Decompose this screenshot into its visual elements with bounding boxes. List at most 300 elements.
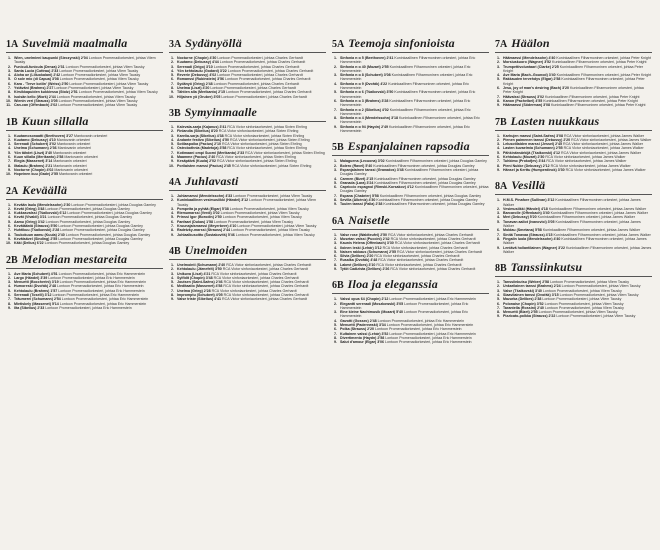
track-number: 7. [171, 150, 174, 155]
section-4b [169, 243, 326, 302]
track-detail: Lontoon Promenadiorkesteri, johtaa Charles Gerhardt [227, 68, 314, 73]
section-title: Juhlavasti [185, 173, 239, 188]
section-title: Melodian mestareita [21, 251, 128, 266]
track-number: 11. [6, 103, 11, 108]
track-detail: Lontoon Promenadiorkesteri, johtaa Eric Hammerstein [389, 297, 476, 302]
track-number: 9. [171, 297, 174, 302]
track-title: Ilta (Sibelius) 2'33 [14, 305, 45, 310]
track-title: Morsiuskuoro (Wagner) 3'52 [503, 60, 552, 65]
track-title: Nocturne (Chopin) 4'02 [14, 167, 54, 172]
section-title: Teemoja sinfonioista [348, 36, 455, 50]
track-detail: Kuninkaallinen Filharmoninen orkesteri, johtaa Peter Knight [552, 60, 647, 65]
track-number: 9. [497, 314, 500, 319]
track-detail: Kuninkaallinen Filharmoninen orkesteri, johtaa Peter Knight [556, 56, 651, 60]
track-title: Lasten kuvaelmia (Schumann) 2'55 [503, 146, 563, 151]
track-item [169, 95, 326, 99]
track-number: 9. [8, 94, 11, 99]
track-number: 7. [334, 193, 337, 198]
track-title: Sinfonia n:o 8 (Schubert) 3'08 [340, 73, 391, 78]
track-number: 6. [171, 77, 174, 82]
track-number: 8. [334, 335, 337, 340]
track-text [340, 168, 489, 177]
track-number: 3. [497, 142, 500, 147]
track-detail: Mantovanin orkesteri [53, 150, 87, 155]
track-detail: Lontoon Promenadiorkesteri, johtaa Douglas Gamley [47, 215, 133, 220]
track-title: Serenadi (Drigo) 3'10 [177, 64, 213, 69]
track-title: Kultainen valssi (Lehár) 3'52 [340, 331, 389, 336]
track-number: 4. [334, 245, 337, 250]
track-title: H.M.S. Pinafore (Sullivan) 3'12 [503, 198, 555, 203]
track-text [14, 306, 163, 310]
track-number: 6. [171, 146, 174, 151]
track-detail: Lontoon Promenadiorkesteri, johtaa Douglas Gamley [58, 224, 143, 229]
track-title: Yön kehtolaulu (Godard) 3'22 [177, 68, 227, 73]
track-number: 2. [8, 206, 11, 211]
track-detail: Lontoon Promenadiorkesteri, johtaa Charles Gerhardt [217, 73, 303, 78]
track-detail: RCA Victor sinfoniaorkesteri, johtaa Charles Gerhardt [222, 297, 308, 302]
track-detail: Kuninkaallinen Filharmoninen orkesteri, johtaa James Walker [550, 211, 648, 216]
track-item [332, 65, 489, 74]
track-text [177, 198, 326, 207]
track-text [340, 90, 489, 99]
track-number: 6. [334, 254, 337, 259]
track-item [332, 267, 489, 271]
track-number: 4. [334, 318, 337, 323]
track-title: Impromptu (Schubert) 4'05 [177, 292, 223, 297]
section-code: 3B [169, 107, 181, 119]
section-4a [169, 174, 326, 237]
track-detail: Lontoon Promenadiorkesteri, johtaa Eric Hammerstein [59, 301, 147, 306]
track-number: 9. [334, 202, 337, 207]
track-number: 1. [334, 56, 337, 60]
section-header [495, 114, 652, 131]
section-title: Unelmoiden [184, 242, 248, 257]
track-item [332, 340, 489, 344]
track-text [340, 202, 489, 206]
track-number: 4. [8, 284, 11, 289]
section-code: 5B [332, 142, 344, 154]
track-detail: Lontoon Promenadiorkesteri, johtaa Eric Hammerstein [340, 301, 469, 310]
track-list [6, 56, 163, 108]
track-detail: Lontoon Promenadiorkesteri, johtaa Charles Gerhardt [219, 60, 306, 65]
track-detail: RCA Victor sinfoniaorkesteri, johtaa James Walker [561, 150, 642, 155]
track-detail: Lontoon Promenadiorkesteri, johtaa Eric Hammerstein [58, 288, 145, 293]
track-detail: Lontoon Promenadiorkesteri, johtaa Vilem Tausky [220, 211, 300, 216]
track-number: 4. [171, 68, 174, 73]
track-text [340, 108, 489, 117]
track-title: O sole mio (di Capua) 3'08 [14, 77, 59, 82]
track-title: Serenadi (Toselli) 3'12 [14, 292, 52, 297]
column-1 [6, 36, 163, 550]
track-detail: Kuninkaallinen Filharmoninen orkesteri, johtaa Douglas Gamley [383, 202, 485, 207]
track-item [332, 168, 489, 177]
track-title: Reverie (Debussy) 4'02 [177, 73, 217, 78]
track-number: 3. [334, 167, 337, 172]
track-title: Menuetti (Bizet) 2'55 [503, 310, 538, 315]
track-detail: Mantovanin orkesteri [54, 167, 88, 172]
section-header [6, 36, 163, 53]
track-title: Vesimusiikki (Händel) 4'18 [503, 206, 548, 211]
track-text [503, 198, 652, 207]
track-number: 10. [6, 241, 11, 246]
track-detail: RCA Victor sinfoniaorkesteri, johtaa Charles Gerhardt [222, 267, 308, 272]
track-number: 9. [8, 305, 11, 310]
track-detail: RCA Victor sinfoniaorkesteri, johtaa Sixten Ehrling [222, 142, 302, 147]
track-number: 2. [497, 284, 500, 289]
track-detail: RCA Victor sinfoniaorkesteri, johtaa Sixten Ehrling [218, 129, 299, 134]
track-number: 7. [8, 228, 11, 233]
track-title: Serenadi (Schubert) 3'02 [14, 142, 56, 147]
track-number: 10. [6, 98, 11, 103]
track-detail: Kuninkaallinen Filharmoninen orkesteri, johtaa James Walker [503, 219, 641, 229]
track-number: 2. [171, 60, 174, 65]
track-detail: Lontoon Promenadiorkesteri, johtaa Eric Hammerstein [45, 305, 132, 310]
track-title: Kuutamo (Debussy) 4'10 [14, 137, 56, 142]
track-item [6, 172, 163, 176]
section-title: Naisetle [348, 212, 390, 227]
track-detail: Lontoon Promenadiorkesteri, johtaa Vilem Tausky [538, 310, 618, 315]
track-number: 1. [497, 56, 500, 60]
track-number: 2. [8, 64, 11, 69]
track-title: Kukkasvalssi (Tšaikovski) 6'12 [14, 211, 67, 216]
track-number: 1. [497, 133, 500, 138]
track-detail: RCA Victor sinfoniaorkesteri, johtaa Charles Gerhardt [394, 241, 480, 246]
track-detail: Lontoon Promenadiorkesteri, johtaa Vilem Tausky [58, 98, 138, 103]
section-code: 8A [495, 181, 508, 193]
track-number: 2. [8, 275, 11, 280]
track-text [340, 56, 489, 65]
track-title: Sinfonia n:o 5 (Beethoven) 2'41 [340, 56, 394, 60]
track-list [332, 56, 489, 133]
track-title: Karelia-sarja (Sibelius) 4'38 [177, 133, 224, 138]
track-number: 5. [497, 150, 500, 155]
section-8a [495, 178, 652, 254]
section-title: Suvelmiä maalmalla [22, 36, 128, 50]
track-number: 3. [8, 211, 11, 216]
track-item [6, 241, 163, 245]
track-number: 1. [8, 271, 11, 276]
track-title: Tytöt Cadizista (Delibes) 2'26 [340, 266, 390, 271]
track-text [177, 233, 326, 237]
track-title: Lelusotilaiden marssi (Jessel) 2'45 [503, 142, 562, 147]
track-detail: Lontoon Promenadiorkesteri, johtaa Eric Hammerstein [385, 335, 472, 340]
section-code: 4B [169, 245, 181, 257]
track-detail: Lontoon Promenadiorkesteri, johtaa Vilem Tausky [556, 314, 636, 319]
track-number: 7. [8, 86, 11, 91]
track-number: 7. [497, 232, 500, 237]
track-title: Fanfaari (Dukas) 1'58 [177, 219, 214, 224]
track-title: Nocturne (Chopin) 4'30 [177, 56, 217, 60]
section-7a [495, 36, 652, 108]
track-number: 5. [171, 215, 174, 220]
track-title: Sinfonia n:o 6 (Tšaikovski) 3'50 [340, 90, 394, 95]
track-detail: RCA Victor sinfoniaorkesteri, johtaa Sixten Ehrling [224, 133, 305, 138]
track-number: 8. [171, 292, 174, 297]
track-title: Träumerei (Schumann) 2'54 [14, 297, 61, 302]
track-text [177, 95, 326, 99]
track-detail: RCA Victor sinfoniaorkesteri, johtaa James Walker [546, 159, 627, 164]
track-detail: RCA Victor sinfoniaorkesteri, johtaa Charles Gerhardt [213, 275, 299, 280]
track-title: Espanjalainen tanssi (Granados) 3'48 [340, 167, 404, 172]
track-title: Sydänyö (Grieg) 2'48 [177, 81, 213, 86]
track-title: Sinfonia n:o 94 (Haydn) 2'49 [340, 124, 388, 129]
track-title: Valse (Tšaikovski) 3'40 [503, 288, 542, 293]
track-number: 8. [171, 86, 174, 91]
track-title: Ystäväni (Brahms) 2'27 [14, 86, 54, 91]
track-title: Unikuva (Liszt) 4'21 [177, 271, 211, 276]
track-title: Pähkinänsärkijä (Tšaikovski) 4'12 [503, 150, 560, 155]
track-number: 2. [171, 267, 174, 272]
track-title: Lakmé (Delibes) 3'10 [340, 262, 376, 267]
track-number: 3. [334, 73, 337, 78]
track-text [177, 164, 326, 168]
track-text [340, 185, 489, 194]
track-number: 3. [497, 64, 500, 69]
track-detail: Kuninkaallinen Filharmoninen orkesteri, johtaa Eric Hammerstein [340, 107, 471, 116]
track-list [6, 272, 163, 311]
track-title: Menuetti (Boccherini) 3'19 [14, 280, 59, 285]
track-item [332, 90, 489, 99]
track-item [332, 56, 489, 65]
track-item [6, 103, 163, 107]
track-text [340, 302, 489, 311]
section-header [332, 139, 489, 156]
track-text [503, 86, 652, 95]
track-number: 2. [171, 129, 174, 134]
track-detail: Kuninkaallinen Filharmoninen orkesteri, johtaa Peter Knight [551, 103, 646, 108]
track-title: Unelma (Grieg) 2'28 [177, 288, 211, 293]
section-title: Häälon [511, 36, 550, 50]
track-title: Tuhkimo (Prokofjev) 3'44 [503, 159, 546, 164]
track-detail: Lontoon Promenadiorkesteri, johtaa Douglas Gamley [65, 232, 151, 237]
track-detail: RCA Victor sinfoniaorkesteri, johtaa Charles Gerhardt [396, 249, 483, 254]
track-detail: Lontoon Promenadiorkesteri, johtaa Charles Gerhardt [224, 77, 311, 82]
track-list [495, 280, 652, 319]
track-number: 4. [334, 81, 337, 86]
track-detail: RCA Victor sinfoniaorkesteri, johtaa Charles Gerhardt [378, 258, 464, 263]
section-7b [495, 114, 652, 173]
track-title: Trumpettivoluntaari (Clarke) 2'25 [503, 64, 559, 69]
track-item [495, 86, 652, 95]
track-number: 9. [8, 236, 11, 241]
track-title: Unelma (Liszt) 4'20 [177, 86, 210, 91]
track-detail: Kuninkaallinen Filharmoninen orkesteri, johtaa Douglas Gamley [374, 176, 476, 181]
section-8b [495, 260, 652, 319]
track-number: 2. [171, 198, 174, 203]
track-detail: Kuninkaallinen Filharmoninen orkesteri, johtaa James Walker [553, 232, 651, 237]
track-detail: Kuninkaallinen Filharmoninen orkesteri, johtaa Peter Knight [545, 94, 640, 99]
track-detail: Lontoon Promenadiorkesteri, johtaa Vilem Tausky [69, 81, 149, 86]
track-number: 8. [334, 116, 337, 121]
track-detail: RCA Victor sinfoniaorkesteri, johtaa Charles Gerhardt [390, 236, 476, 241]
section-5a [332, 36, 489, 133]
track-detail: RCA Victor sinfoniaorkesteri, johtaa Charles Gerhardt [376, 262, 462, 267]
track-title: Wienin veri (Strauss) 3'05 [14, 98, 58, 103]
section-code: 2B [6, 254, 18, 266]
track-item [6, 306, 163, 310]
track-text [14, 103, 163, 107]
track-title: Kaunis Helena (Offenbach) 3'30 [340, 241, 394, 246]
track-title: Andante festivo (Sibelius) 4'50 [177, 137, 229, 142]
track-number: 6. [497, 228, 500, 233]
track-detail: Lontoon Promenadiorkesteri, johtaa Vilem Tausky [237, 224, 317, 229]
track-text [340, 125, 489, 134]
track-number: 10. [6, 172, 11, 177]
section-6a [332, 213, 489, 272]
track-title: Karhujen marssi (Saint-Saëns) 3'08 [503, 133, 563, 138]
track-detail: Lontoon Promenadiorkesteri, johtaa Charles Gerhardt [213, 64, 300, 69]
track-detail: Lontoon Promenadiorkesteri, johtaa Vilem Tausky [177, 198, 317, 207]
track-number: 8. [8, 301, 11, 306]
track-detail: Kuninkaallinen Filharmoninen orkesteri, johtaa James Walker [548, 206, 647, 211]
track-number: 7. [171, 81, 174, 86]
track-item [332, 73, 489, 82]
track-list [495, 134, 652, 173]
track-title: Sinfonia n:o 2 (Sibelius) 4'02 [340, 107, 389, 112]
track-item [495, 237, 652, 246]
track-number: 7. [497, 305, 500, 310]
track-number: 5. [171, 73, 174, 78]
track-title: Kanon (Pachelbel) 4'55 [503, 98, 543, 103]
track-text [340, 82, 489, 91]
track-detail: Lontoon Promenadiorkesteri, johtaa Douglas Gamley [58, 236, 143, 241]
track-detail: Kuninkaallinen Filharmoninen orkesteri, johtaa Eric Hammerstein [340, 56, 476, 65]
track-title: Tanssiinkutsu (Weber) 2'58 [503, 280, 550, 285]
track-item [332, 108, 489, 117]
section-code: 1A [6, 39, 19, 50]
track-number: 7. [171, 288, 174, 293]
section-6b [332, 277, 489, 344]
section-2b [6, 252, 163, 311]
track-detail: RCA Victor sinfoniaorkesteri, johtaa Charles Gerhardt [211, 271, 297, 276]
track-number: 1. [497, 280, 500, 285]
track-detail: Kuninkaallinen Filharmoninen orkesteri, johtaa Eric Hammerstein [340, 81, 470, 91]
section-title: Lasten nuukkaus [510, 113, 600, 128]
track-title: Granada (Lara) 3'24 [340, 180, 374, 185]
track-number: 4. [171, 275, 174, 280]
track-number: 9. [8, 167, 11, 172]
track-number: 5. [334, 180, 337, 185]
track-detail: RCA Victor sinfoniaorkesteri, johtaa Charles Gerhardt [211, 288, 297, 293]
track-number: 8. [497, 310, 500, 315]
track-detail: Lontoon Promenadiorkesteri, johtaa Vilem Tausky [544, 301, 624, 306]
section-title: Sydänyöllä [185, 36, 242, 50]
track-detail: Lontoon Promenadiorkesteri, johtaa Eric Hammerstein [58, 271, 146, 276]
track-title: Can-can (Offenbach) 2'02 [14, 103, 58, 108]
track-title: Barcarolle (Offenbach) 3'40 [503, 211, 550, 216]
track-detail: Lontoon Promenadiorkesteri, johtaa Eric Hammerstein [57, 284, 144, 289]
track-detail: Kuninkaallinen Filharmoninen orkesteri, johtaa James Walker [503, 236, 647, 246]
track-detail: Lontoon Promenadiorkesteri, johtaa Charles Gerhardt [226, 90, 312, 95]
track-title: Kuutamo (Debussy) 4'44 [177, 60, 219, 65]
track-list [332, 159, 489, 206]
section-code: 4A [169, 176, 182, 188]
track-title: Huhtikuu (Tšaikovski) 2'28 [14, 228, 60, 233]
track-number: 3. [171, 64, 174, 69]
track-detail: Lontoon Promenadiorkesteri, johtaa Douglas Gamley [45, 206, 130, 211]
track-number: 2. [334, 163, 337, 168]
track-title: Kevät (Vivaldi) 3'21 [14, 215, 47, 220]
track-number: 4. [497, 146, 500, 151]
track-title: Santa Lucia (Cottrau) 2'33 [14, 68, 59, 73]
track-detail: Kuninkaallinen Filharmoninen orkesteri, johtaa Peter Knight [503, 64, 644, 73]
track-number: 2. [8, 137, 11, 142]
track-number: 6. [8, 224, 11, 229]
track-title: Aamu (Grieg) 3'42 [14, 219, 45, 224]
track-detail: Lontoon Promenadiorkesteri, johtaa Charles Gerhardt [221, 94, 307, 99]
track-number: 3. [497, 288, 500, 293]
track-number: 4. [497, 73, 500, 78]
track-title: Moldau (Smetana) 5'58 [503, 228, 542, 233]
track-number: 9. [334, 340, 337, 345]
track-title: Sinfonia n:o 3 (Brahms) 3'28 [340, 98, 389, 103]
track-detail: Kuninkaallinen Filharmoninen orkesteri, johtaa Douglas Gamley [376, 198, 478, 203]
track-title: Kevätsävel (Sinding) 2'55 [14, 236, 58, 241]
track-text [503, 77, 652, 86]
track-detail: Lontoon Promenadiorkesteri, johtaa Vilem Tausky [78, 90, 158, 95]
track-item [332, 82, 489, 91]
track-number: 6. [497, 155, 500, 160]
track-item [332, 202, 489, 206]
track-detail: Lontoon Promenadiorkesteri, johtaa Vilem Tausky [59, 68, 139, 73]
track-title: Sevilla (Albéniz) 4'30 [340, 198, 376, 203]
track-detail: Mantovanin orkesteri [53, 163, 87, 168]
track-title: Tähtien alla (Merikanto) 2'15 [177, 90, 225, 95]
track-detail: Kuninkaallinen Filharmoninen orkesteri, johtaa Douglas Gamley [373, 163, 475, 168]
track-title: Kuutamosonaatti (Beethoven) 3'27 [14, 133, 73, 138]
track-number: 2. [497, 206, 500, 211]
track-text [503, 314, 652, 318]
track-number: 9. [171, 90, 174, 95]
track-detail: Lontoon Promenadiorkesteri, johtaa Vilem Tausky [58, 103, 138, 108]
track-title: Unelmointi (Schumann) 2'40 [177, 262, 226, 267]
track-detail: Lontoon Promenadiorkesteri, johtaa Vilem Tausky [214, 219, 293, 224]
track-detail: Kuninkaallinen Filharmoninen orkesteri, johtaa James Walker [503, 245, 652, 254]
track-number: 3. [8, 280, 11, 285]
track-item [332, 302, 489, 311]
section-header [6, 252, 163, 269]
track-number: 3. [171, 206, 174, 211]
track-number: 3. [8, 68, 11, 73]
track-number: 4. [8, 215, 11, 220]
track-title: Romanssi (Rubinstein) 3'56 [177, 77, 224, 82]
track-detail: Lontoon Promenadiorkesteri, johtaa Vilem Tausky [233, 193, 313, 198]
track-detail: Lontoon Promenadiorkesteri, johtaa Vilem Tausky [542, 297, 622, 302]
track-detail: Mantovanin orkesteri [53, 159, 87, 164]
track-detail: Lontoon Promenadiorkesteri, johtaa Vilem Tausky [61, 73, 141, 78]
track-detail: Lontoon Promenadiorkesteri, johtaa Vilem Tausky [542, 288, 622, 293]
track-detail: RCA Victor sinfoniaorkesteri, johtaa James Walker [550, 163, 631, 168]
track-number: 7. [8, 159, 11, 164]
section-code: 3A [169, 39, 182, 50]
track-number: 5. [334, 249, 337, 254]
track-detail: Lontoon Promenadiorkesteri, johtaa Charles Gerhardt [213, 81, 300, 86]
track-detail: Mantovanin orkesteri [73, 133, 108, 138]
track-number: 8. [171, 155, 174, 160]
section-code: 6A [332, 215, 345, 227]
track-title: Ostrobothnia (Madetoja) 3'58 [177, 146, 227, 151]
track-number: 3. [334, 241, 337, 246]
track-title: Rusalka (Dvořák) 4'48 [340, 258, 378, 263]
track-number: 5. [171, 280, 174, 285]
track-item [495, 198, 652, 207]
track-detail: RCA Victor sinfoniaorkesteri, johtaa James Walker [563, 146, 644, 151]
track-title: Juhlamarssi (Mendelssohn) 4'33 [177, 193, 233, 198]
track-detail: RCA Victor sinfoniaorkesteri, johtaa Sixten Ehrling [217, 159, 297, 164]
section-title: Symyinmaalle [184, 104, 258, 119]
track-title: Valse triste (Sibelius) 4'41 [177, 297, 222, 302]
section-header [495, 178, 652, 195]
